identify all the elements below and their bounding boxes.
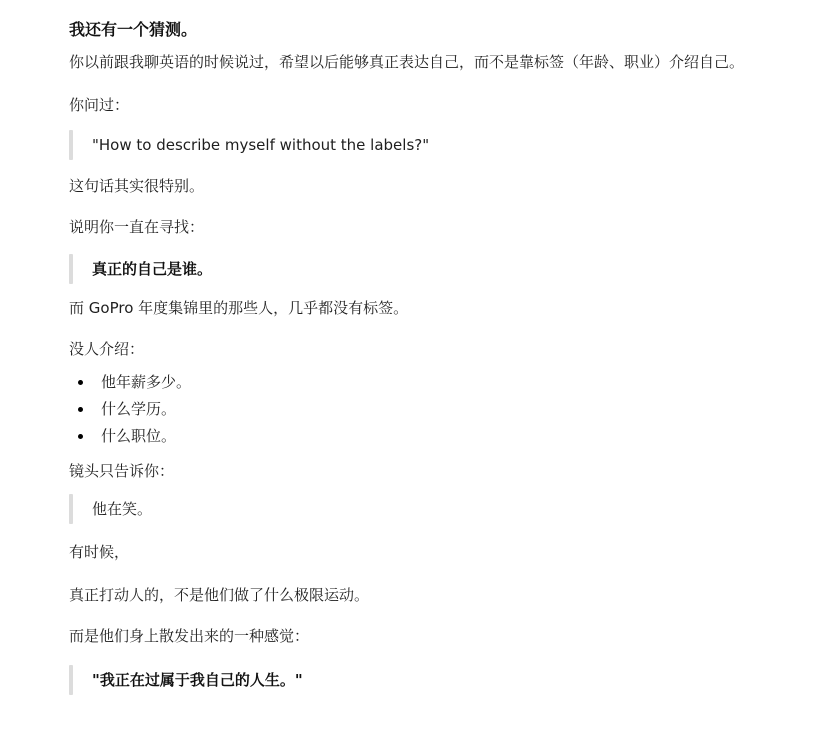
quote-text: "How to describe myself without the labels?" [92, 135, 430, 154]
paragraph-you-asked: 你问过： [69, 96, 130, 114]
paragraph-searching: 说明你一直在寻找： [69, 218, 205, 236]
list-item-label: 他年薪多少。 [101, 373, 192, 391]
list-item [69, 399, 804, 426]
quote-text: 真正的自己是谁。 [92, 259, 213, 278]
paragraph-english-chat: 你以前跟我聊英语的时候说过，希望以后能够真正表达自己，而不是靠标签（年龄、职业）介绍自己。 [69, 53, 745, 71]
paragraph-gopro: 而 GoPro 年度集锦里的那些人，几乎都没有标签。 [69, 299, 409, 317]
bullet-icon [78, 407, 83, 412]
paragraph-special-sentence: 这句话其实很特别。 [69, 177, 205, 195]
quote-own-life [69, 665, 804, 695]
quote-true-self [69, 254, 804, 284]
quote-smiling [69, 494, 804, 524]
list-item [69, 372, 804, 399]
message-content [69, 18, 804, 695]
bullet-icon [78, 380, 83, 385]
paragraph-feeling: 而是他们身上散发出来的一种感觉： [69, 627, 310, 645]
paragraph-what-moves-people: 真正打动人的，不是他们做了什么极限运动。 [69, 586, 370, 604]
quote-text: 他在笑。 [92, 499, 153, 518]
list-item-label: 什么学历。 [101, 400, 177, 418]
message-heading: 我还有一个猜测。 [69, 20, 198, 39]
paragraph-sometimes: 有时候， [69, 543, 130, 561]
list-item [69, 426, 804, 453]
paragraph-camera: 镜头只告诉你： [69, 462, 175, 480]
quote-labels-question [69, 130, 804, 160]
bullet-icon [78, 434, 83, 439]
list-item-label: 什么职位。 [101, 427, 177, 445]
paragraph-no-introduction: 没人介绍： [69, 340, 145, 358]
quote-text: "我正在过属于我自己的人生。" [92, 670, 303, 689]
label-list [69, 372, 804, 453]
